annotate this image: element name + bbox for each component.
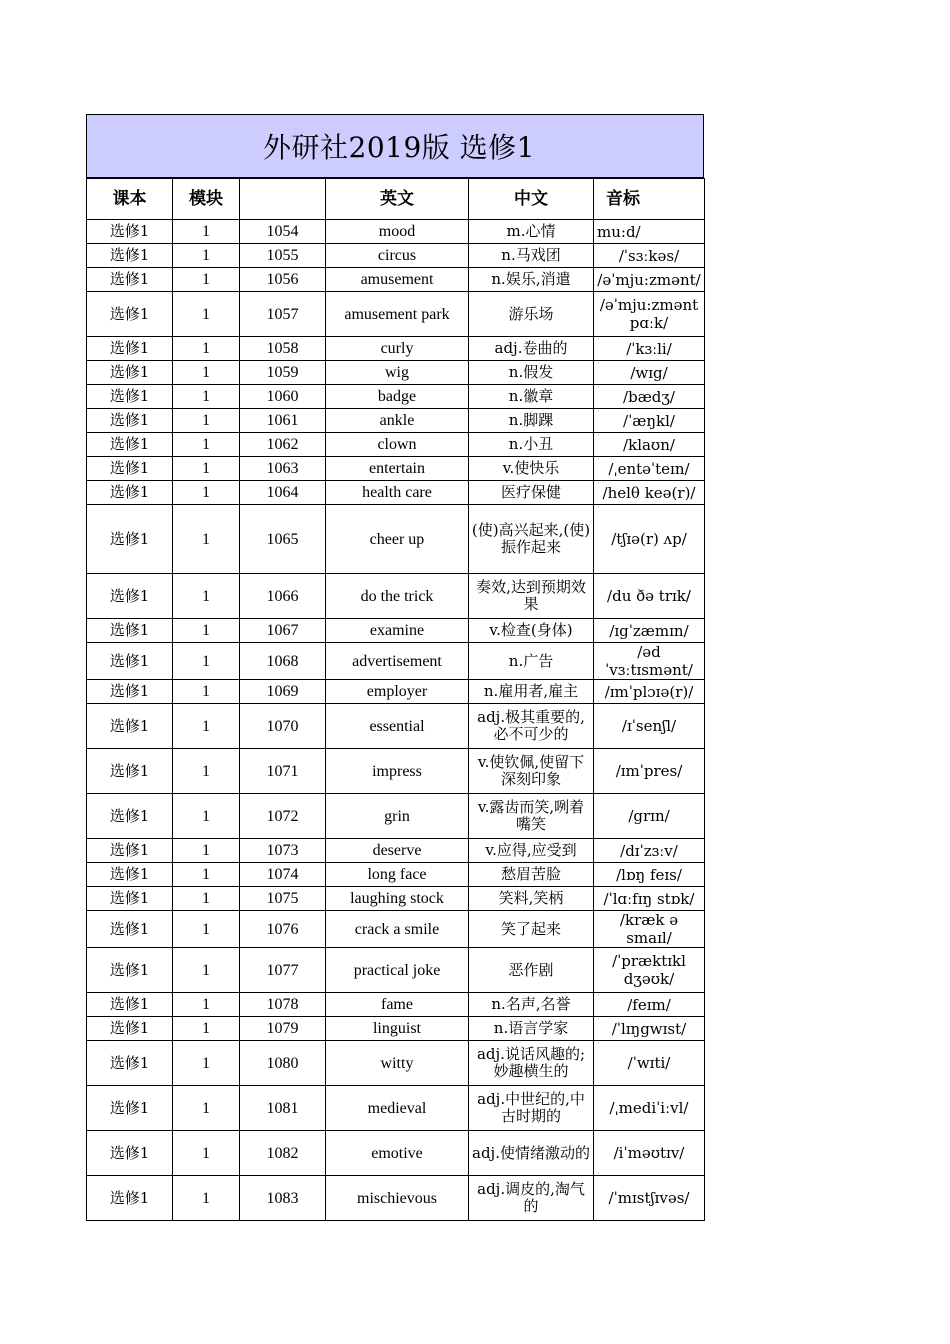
- cell-phonetic: /tʃɪə(r) ʌp/: [594, 505, 705, 574]
- cell-id: 1082: [240, 1131, 326, 1176]
- cell-book: 选修1: [87, 457, 173, 481]
- cell-module: 1: [173, 863, 240, 887]
- cell-chinese: n.马戏团: [469, 244, 594, 268]
- header-chinese: 中文: [469, 179, 594, 220]
- cell-id: 1064: [240, 481, 326, 505]
- cell-book: 选修1: [87, 1017, 173, 1041]
- cell-phonetic: /dɪˈzɜːv/: [594, 839, 705, 863]
- cell-id: 1067: [240, 619, 326, 643]
- cell-phonetic: /ˈpræktɪkl dʒəʊk/: [594, 948, 705, 993]
- cell-module: 1: [173, 268, 240, 292]
- cell-book: 选修1: [87, 481, 173, 505]
- cell-book: 选修1: [87, 839, 173, 863]
- cell-book: 选修1: [87, 574, 173, 619]
- cell-phonetic: /ˈwɪti/: [594, 1041, 705, 1086]
- cell-english: advertisement: [326, 643, 469, 680]
- header-module: 模块: [173, 179, 240, 220]
- cell-chinese: n.脚踝: [469, 409, 594, 433]
- cell-id: 1071: [240, 749, 326, 794]
- cell-english: amusement park: [326, 292, 469, 337]
- cell-id: 1072: [240, 794, 326, 839]
- table-row: [87, 385, 705, 409]
- vocabulary-table: [86, 178, 705, 1221]
- table-row: [87, 749, 705, 794]
- cell-module: 1: [173, 643, 240, 680]
- cell-book: 选修1: [87, 643, 173, 680]
- cell-chinese: v.使钦佩,使留下深刻印象: [469, 749, 594, 794]
- cell-chinese: n.名声,名誉: [469, 993, 594, 1017]
- cell-chinese: adj.使情绪激动的: [469, 1131, 594, 1176]
- cell-id: 1066: [240, 574, 326, 619]
- cell-chinese: n.雇用者,雇主: [469, 680, 594, 704]
- cell-id: 1074: [240, 863, 326, 887]
- cell-id: 1069: [240, 680, 326, 704]
- cell-id: 1068: [240, 643, 326, 680]
- cell-module: 1: [173, 574, 240, 619]
- cell-phonetic: /helθ keə(r)/: [594, 481, 705, 505]
- cell-english: amusement: [326, 268, 469, 292]
- cell-id: 1056: [240, 268, 326, 292]
- cell-book: 选修1: [87, 794, 173, 839]
- cell-phonetic: /ˈlɪŋgwɪst/: [594, 1017, 705, 1041]
- table-body: [87, 220, 705, 1221]
- cell-module: 1: [173, 244, 240, 268]
- cell-module: 1: [173, 505, 240, 574]
- cell-phonetic: /wɪg/: [594, 361, 705, 385]
- table-row: [87, 619, 705, 643]
- table-row: [87, 220, 705, 244]
- cell-phonetic: /əˈmju:zmənt/: [594, 268, 705, 292]
- cell-book: 选修1: [87, 948, 173, 993]
- cell-chinese: 游乐场: [469, 292, 594, 337]
- cell-book: 选修1: [87, 619, 173, 643]
- table-row: [87, 1086, 705, 1131]
- cell-id: 1059: [240, 361, 326, 385]
- cell-book: 选修1: [87, 680, 173, 704]
- cell-module: 1: [173, 433, 240, 457]
- table-row: [87, 643, 705, 680]
- table-row: [87, 457, 705, 481]
- cell-book: 选修1: [87, 993, 173, 1017]
- cell-book: 选修1: [87, 268, 173, 292]
- cell-id: 1079: [240, 1017, 326, 1041]
- table-row: [87, 794, 705, 839]
- table-row: [87, 244, 705, 268]
- cell-chinese: n.假发: [469, 361, 594, 385]
- cell-phonetic: /lɒŋ feɪs/: [594, 863, 705, 887]
- cell-book: 选修1: [87, 887, 173, 911]
- cell-module: 1: [173, 337, 240, 361]
- cell-phonetic: /ɪmˈplɔɪə(r)/: [594, 680, 705, 704]
- table-row: [87, 1017, 705, 1041]
- cell-chinese: n.小丑: [469, 433, 594, 457]
- cell-book: 选修1: [87, 704, 173, 749]
- cell-book: 选修1: [87, 911, 173, 948]
- cell-english: ankle: [326, 409, 469, 433]
- cell-english: essential: [326, 704, 469, 749]
- cell-module: 1: [173, 292, 240, 337]
- cell-book: 选修1: [87, 409, 173, 433]
- cell-book: 选修1: [87, 292, 173, 337]
- cell-phonetic: /ˈæŋkl/: [594, 409, 705, 433]
- cell-module: 1: [173, 619, 240, 643]
- cell-chinese: 奏效,达到预期效果: [469, 574, 594, 619]
- cell-module: 1: [173, 481, 240, 505]
- cell-english: witty: [326, 1041, 469, 1086]
- cell-id: 1077: [240, 948, 326, 993]
- cell-english: wig: [326, 361, 469, 385]
- cell-id: 1060: [240, 385, 326, 409]
- cell-id: 1075: [240, 887, 326, 911]
- cell-book: 选修1: [87, 385, 173, 409]
- cell-book: 选修1: [87, 244, 173, 268]
- cell-chinese: 愁眉苦脸: [469, 863, 594, 887]
- table-row: [87, 292, 705, 337]
- cell-id: 1078: [240, 993, 326, 1017]
- cell-module: 1: [173, 220, 240, 244]
- cell-module: 1: [173, 457, 240, 481]
- cell-book: 选修1: [87, 749, 173, 794]
- table-row: [87, 268, 705, 292]
- cell-english: curly: [326, 337, 469, 361]
- cell-phonetic: /ˈlɑːfɪŋ stɒk/: [594, 887, 705, 911]
- cell-module: 1: [173, 749, 240, 794]
- table-row: [87, 680, 705, 704]
- cell-book: 选修1: [87, 505, 173, 574]
- cell-chinese: adj.卷曲的: [469, 337, 594, 361]
- cell-chinese: 笑料,笑柄: [469, 887, 594, 911]
- cell-chinese: adj.中世纪的,中古时期的: [469, 1086, 594, 1131]
- cell-module: 1: [173, 361, 240, 385]
- sheet-title: 外研社2019版 选修1: [86, 114, 704, 178]
- cell-id: 1076: [240, 911, 326, 948]
- cell-english: mischievous: [326, 1176, 469, 1221]
- table-row: [87, 481, 705, 505]
- header-phonetic: 音标: [594, 179, 705, 220]
- cell-phonetic: /ˈkɜːli/: [594, 337, 705, 361]
- cell-module: 1: [173, 1086, 240, 1131]
- cell-chinese: n.语言学家: [469, 1017, 594, 1041]
- table-row: [87, 887, 705, 911]
- cell-chinese: m.心情: [469, 220, 594, 244]
- cell-phonetic: /kræk ə smaɪl/: [594, 911, 705, 948]
- cell-english: cheer up: [326, 505, 469, 574]
- cell-book: 选修1: [87, 1176, 173, 1221]
- header-row: [87, 179, 705, 220]
- cell-english: grin: [326, 794, 469, 839]
- cell-id: 1058: [240, 337, 326, 361]
- cell-chinese: v.使快乐: [469, 457, 594, 481]
- cell-english: crack a smile: [326, 911, 469, 948]
- cell-chinese: v.应得,应受到: [469, 839, 594, 863]
- cell-phonetic: /ɪˈsenʃl/: [594, 704, 705, 749]
- cell-chinese: adj.说话风趣的;妙趣横生的: [469, 1041, 594, 1086]
- cell-id: 1073: [240, 839, 326, 863]
- cell-phonetic: /ˌmediˈiːvl/: [594, 1086, 705, 1131]
- cell-chinese: n.娱乐,消遣: [469, 268, 594, 292]
- cell-id: 1061: [240, 409, 326, 433]
- table-row: [87, 505, 705, 574]
- table-row: [87, 1041, 705, 1086]
- table-row: [87, 993, 705, 1017]
- cell-id: 1054: [240, 220, 326, 244]
- cell-english: medieval: [326, 1086, 469, 1131]
- cell-chinese: adj.调皮的,淘气的: [469, 1176, 594, 1221]
- cell-module: 1: [173, 839, 240, 863]
- cell-book: 选修1: [87, 220, 173, 244]
- cell-id: 1062: [240, 433, 326, 457]
- cell-english: mood: [326, 220, 469, 244]
- cell-phonetic: /əˈmju:zmənt pɑːk/: [594, 292, 705, 337]
- cell-phonetic: /bædʒ/: [594, 385, 705, 409]
- cell-id: 1081: [240, 1086, 326, 1131]
- cell-chinese: n.徽章: [469, 385, 594, 409]
- cell-module: 1: [173, 993, 240, 1017]
- cell-book: 选修1: [87, 1131, 173, 1176]
- cell-phonetic: /klaʊn/: [594, 433, 705, 457]
- cell-phonetic: /ɪmˈpres/: [594, 749, 705, 794]
- table-row: [87, 839, 705, 863]
- cell-book: 选修1: [87, 361, 173, 385]
- cell-module: 1: [173, 680, 240, 704]
- cell-phonetic: /ˈsɜːkəs/: [594, 244, 705, 268]
- cell-english: impress: [326, 749, 469, 794]
- cell-book: 选修1: [87, 863, 173, 887]
- cell-english: entertain: [326, 457, 469, 481]
- table-row: [87, 1131, 705, 1176]
- cell-chinese: v.露齿而笑,咧着嘴笑: [469, 794, 594, 839]
- cell-module: 1: [173, 704, 240, 749]
- table-row: [87, 948, 705, 993]
- cell-book: 选修1: [87, 1086, 173, 1131]
- cell-module: 1: [173, 1041, 240, 1086]
- table-row: [87, 704, 705, 749]
- cell-english: practical joke: [326, 948, 469, 993]
- table-row: [87, 433, 705, 457]
- cell-english: emotive: [326, 1131, 469, 1176]
- cell-phonetic: /feɪm/: [594, 993, 705, 1017]
- vocabulary-sheet: [86, 114, 704, 1221]
- cell-book: 选修1: [87, 1041, 173, 1086]
- header-english: 英文: [326, 179, 469, 220]
- cell-english: employer: [326, 680, 469, 704]
- cell-id: 1063: [240, 457, 326, 481]
- table-row: [87, 574, 705, 619]
- cell-chinese: n.广告: [469, 643, 594, 680]
- cell-id: 1057: [240, 292, 326, 337]
- cell-chinese: adj.极其重要的,必不可少的: [469, 704, 594, 749]
- cell-chinese: (使)高兴起来,(使)振作起来: [469, 505, 594, 574]
- table-row: [87, 361, 705, 385]
- cell-module: 1: [173, 385, 240, 409]
- cell-english: examine: [326, 619, 469, 643]
- header-book: 课本: [87, 179, 173, 220]
- cell-english: laughing stock: [326, 887, 469, 911]
- cell-english: deserve: [326, 839, 469, 863]
- cell-id: 1065: [240, 505, 326, 574]
- cell-module: 1: [173, 794, 240, 839]
- cell-english: badge: [326, 385, 469, 409]
- cell-phonetic: /ˌentəˈteɪn/: [594, 457, 705, 481]
- cell-chinese: 笑了起来: [469, 911, 594, 948]
- cell-module: 1: [173, 1017, 240, 1041]
- cell-module: 1: [173, 887, 240, 911]
- cell-id: 1055: [240, 244, 326, 268]
- cell-english: clown: [326, 433, 469, 457]
- table-row: [87, 409, 705, 433]
- cell-module: 1: [173, 911, 240, 948]
- cell-english: circus: [326, 244, 469, 268]
- cell-english: linguist: [326, 1017, 469, 1041]
- header-id: [240, 179, 326, 220]
- cell-phonetic: /ɪgˈzæmɪn/: [594, 619, 705, 643]
- cell-phonetic: /əd ˈvɜːtɪsmənt/: [594, 643, 705, 680]
- cell-book: 选修1: [87, 337, 173, 361]
- cell-phonetic: /grɪn/: [594, 794, 705, 839]
- cell-english: long face: [326, 863, 469, 887]
- cell-english: do the trick: [326, 574, 469, 619]
- cell-phonetic: mu:d/: [594, 220, 705, 244]
- cell-id: 1080: [240, 1041, 326, 1086]
- table-row: [87, 1176, 705, 1221]
- cell-phonetic: /du ðə trɪk/: [594, 574, 705, 619]
- cell-phonetic: /iˈməʊtɪv/: [594, 1131, 705, 1176]
- cell-chinese: v.检查(身体): [469, 619, 594, 643]
- cell-module: 1: [173, 1131, 240, 1176]
- cell-module: 1: [173, 1176, 240, 1221]
- cell-book: 选修1: [87, 433, 173, 457]
- cell-phonetic: /ˈmɪstʃɪvəs/: [594, 1176, 705, 1221]
- cell-id: 1070: [240, 704, 326, 749]
- cell-chinese: 恶作剧: [469, 948, 594, 993]
- cell-chinese: 医疗保健: [469, 481, 594, 505]
- table-row: [87, 911, 705, 948]
- cell-id: 1083: [240, 1176, 326, 1221]
- cell-english: fame: [326, 993, 469, 1017]
- cell-english: health care: [326, 481, 469, 505]
- table-row: [87, 863, 705, 887]
- cell-module: 1: [173, 409, 240, 433]
- table-row: [87, 337, 705, 361]
- cell-module: 1: [173, 948, 240, 993]
